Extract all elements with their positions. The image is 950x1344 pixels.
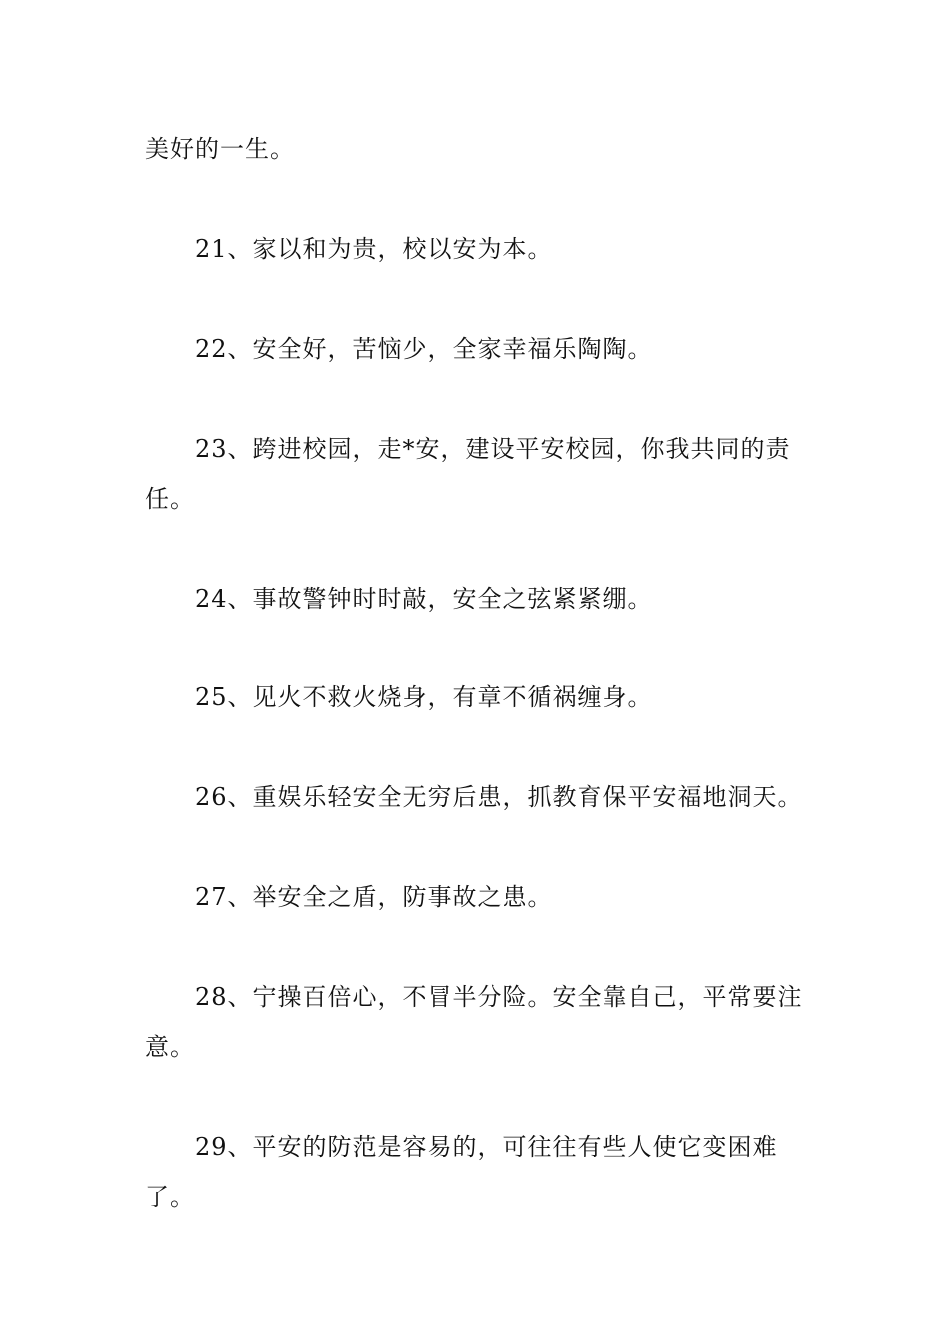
slogan-29: 29、平安的防范是容易的，可往往有些人使它变困难了。 [145, 1133, 778, 1211]
slogan-21: 21、家以和为贵，校以安为本。 [195, 235, 553, 263]
slogan-24: 24、事故警钟时时敲，安全之弦紧紧绷。 [195, 585, 653, 613]
slogan-22: 22、安全好，苦恼少，全家幸福乐陶陶。 [195, 335, 653, 363]
slogan-28: 28、宁操百倍心，不冒半分险。安全靠自己，平常要注意。 [145, 983, 803, 1061]
slogan-25: 25、见火不救火烧身，有章不循祸缠身。 [195, 683, 653, 711]
slogan-23: 23、跨进校园，走*安，建设平安校园，你我共同的责任。 [145, 435, 791, 513]
slogan-27: 27、举安全之盾，防事故之患。 [195, 883, 553, 911]
slogan-26: 26、重娱乐轻安全无穷后患，抓教育保平安福地洞天。 [195, 783, 803, 811]
paragraph-continuation: 美好的一生。 [145, 135, 295, 163]
